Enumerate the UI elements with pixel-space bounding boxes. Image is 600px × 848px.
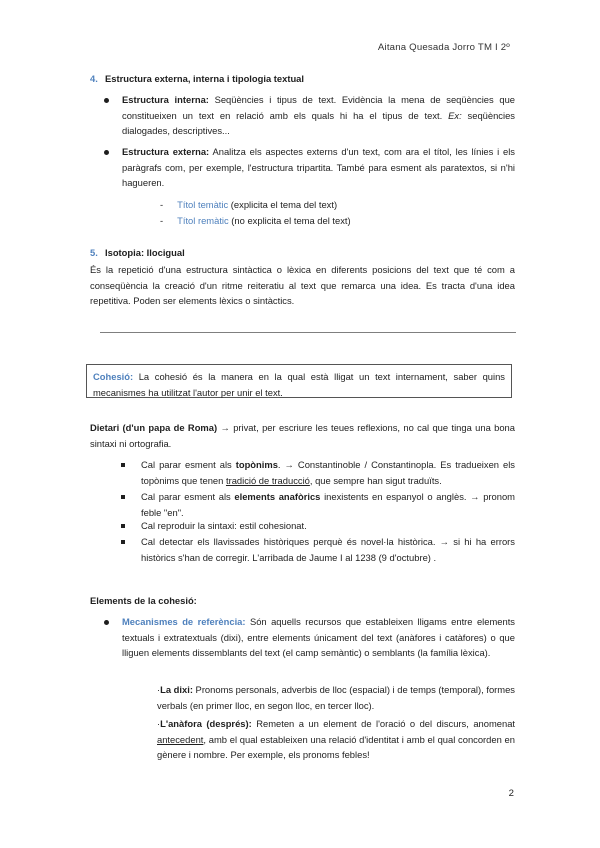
square-bullet-icon	[121, 463, 125, 467]
bullet-dot-icon	[104, 98, 109, 103]
item-text: , que sempre han sigut traduïts.	[309, 474, 442, 486]
anafora-text: Remeten a un element de l'oració o del discurs, anomenat	[251, 718, 516, 729]
dietari-item-anaforics	[141, 489, 515, 520]
square-bullet-icon	[121, 495, 125, 499]
sub-item-text: (no explicita el tema del text)	[228, 215, 351, 226]
item-underline: tradició de traducció	[225, 474, 310, 486]
dietari-paragraph	[90, 420, 515, 451]
bullet-dot-icon	[104, 620, 109, 625]
section-5-number: 5.	[90, 247, 98, 258]
dixi-text: Pronoms personals, adverbis de lloc (espacial) i de temps (temporal), formes verbals (en primer lloc, en segon lloc, en tercer lloc).	[157, 684, 515, 711]
page-number: 2	[508, 788, 514, 799]
dietari-title: Dietari (d'un papa de Roma)	[90, 422, 218, 433]
anafora-prefix: ·	[157, 718, 161, 729]
anafora-text: , amb el qual estableixen una relació d'identitat i amb el qual concorden en gènere i nombre. Per exemple, els pronoms febles!	[157, 733, 515, 760]
sub-item-titol-rematic	[160, 213, 351, 229]
item-text: . → Constantinoble / Constantinopla. Es tradueixen els topònims que tenen	[141, 459, 515, 486]
elements-cohesio-heading: Elements de la cohesió:	[90, 595, 197, 606]
sub-item-text: (explicita el tema del text)	[228, 199, 338, 210]
example-label: Ex:	[442, 109, 462, 121]
cohesion-term: Cohesió:	[93, 371, 134, 382]
dixi-prefix: ·	[157, 684, 161, 695]
section-5-title: Isotopia: Ilocigual	[105, 247, 185, 258]
bullet-label: Estructura externa:	[122, 146, 210, 157]
item-bold: elements anafòrics	[234, 491, 321, 502]
bullet-label: Estructura interna:	[122, 94, 209, 105]
page-header: Aitana Quesada Jorro TM I 2º	[377, 42, 510, 53]
dash-marker: -	[160, 215, 164, 226]
mecanismes-term: Mecanismes de referència:	[122, 616, 246, 627]
bullet-text: Analitza els aspectes externs d'un text, com ara el títol, les línies i els paràgrafs com, per exemple, l'estructura tripartita. També para esment als paratextos, si n'hi hagueren.	[122, 146, 515, 188]
sub-item-term: Títol remàtic	[177, 215, 229, 226]
dietari-item-sintaxi: Cal reproduir la sintaxi: estil cohesionat.	[141, 520, 307, 531]
sub-item-term: Títol temàtic	[177, 199, 229, 210]
anafora-underline: antecedent	[157, 733, 204, 745]
item-bold: topònims	[235, 459, 278, 470]
cohesion-definition-box	[86, 364, 512, 398]
bullet-dot-icon	[104, 150, 109, 155]
bullet-estructura-interna	[122, 92, 515, 139]
dietari-item-llavissades: Cal detectar els llavissades històriques perquè és novel·la històrica. → si hi ha errors històrics s'han de corregir. L'arribada de Jaume I al 1238 (9 d'octubre) .	[141, 536, 515, 563]
section-5-heading	[90, 245, 185, 261]
section-4-number: 4.	[90, 73, 98, 84]
square-bullet-icon	[121, 524, 125, 528]
sub-item-titol-tematic	[160, 197, 337, 213]
dash-marker: -	[160, 199, 164, 210]
dixi-term: La dixi:	[160, 684, 193, 695]
dietari-text: privat, per escriure les teues reflexions, no cal que tinga una bona sintaxi ni ortografia.	[90, 422, 515, 449]
bullet-estructura-externa	[122, 144, 515, 191]
item-text: Cal parar esment als	[141, 491, 235, 502]
item-text: Cal parar esment als	[141, 459, 236, 470]
arrow-icon: →	[217, 422, 234, 433]
horizontal-divider	[100, 332, 516, 333]
example-text: seqüències dialogades, descriptives...	[122, 109, 515, 136]
dietari-item-toponims	[141, 457, 515, 488]
item-text: inexistents en espanyol o anglès. → pronom feble "en".	[141, 491, 515, 518]
mecanismes-text: Són aquells recursos que estableixen lligams entre elements textuals i extratextuals (dixi), entre elements únicament del text (anàfores i catàfores) o que lliguen elements dissemblants del text (el camp semàntic) o semblants (la família lèxica).	[122, 616, 515, 658]
anafora-paragraph	[157, 716, 515, 763]
mecanismes-referencia	[122, 614, 515, 661]
section-4-title: Estructura externa, interna i tipologia textual	[105, 73, 305, 84]
cohesion-text: La cohesió és la manera en la qual està lligat un text internament, saber quins mecanismes ha utilitzat l'autor per unir el text.	[93, 371, 505, 398]
anafora-term: L'anàfora (després):	[160, 718, 252, 729]
section-4-heading	[90, 71, 304, 87]
square-bullet-icon	[121, 540, 125, 544]
section-5-text: És la repetició d'una estructura sintàctica o lèxica en diferents posicions del text que té com a conseqüència la creació d'un ritme reiteratiu al text que remarca una idea. Es tracta d'una idea repetitiva. Poden ser elements lèxics o sintàctics.	[90, 264, 515, 306]
bullet-text: Seqüències i tipus de text. Evidència la mena de seqüències que constitueixen un text en relació amb els quals hi ha el tipus de text.	[122, 94, 515, 121]
dixi-paragraph	[157, 682, 515, 713]
